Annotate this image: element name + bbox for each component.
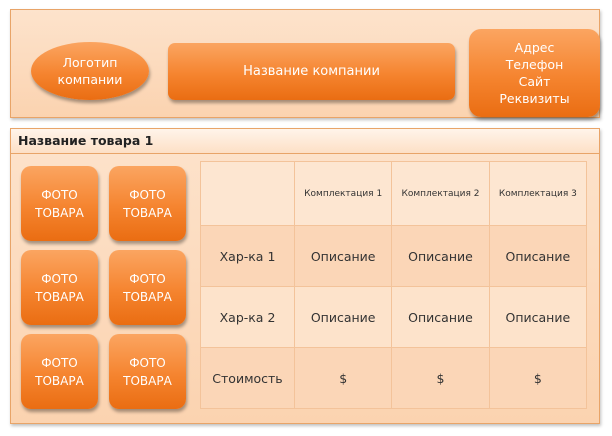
table-header-cell: Комплектация 2 [392,162,489,226]
photo-label: ФОТО [129,187,166,202]
photo-label: ТОВАРА [35,289,84,304]
logo-line: Логотип [62,55,118,70]
photo-label: ТОВАРА [123,373,172,388]
table-header-row [201,162,587,226]
table-header-cell: Комплектация 3 [489,162,586,226]
company-name-banner[interactable] [168,43,455,100]
table-cell: $ [392,348,489,409]
photo-label: ФОТО [41,271,78,286]
table-cell: Описание [392,287,489,348]
table-row [201,287,587,348]
company-name-text: Название компании [243,64,380,79]
photo-label: ТОВАРА [123,289,172,304]
table-cell: Описание [489,226,586,287]
contact-requisites: Реквизиты [499,91,570,106]
table-cell: Описание [295,287,392,348]
logo-line: компании [57,72,123,87]
table-header-cell [201,162,295,226]
table-cell: $ [295,348,392,409]
table-header-cell: Комплектация 1 [295,162,392,226]
table-cell: Описание [392,226,489,287]
product-photo[interactable] [21,166,98,241]
product-photo[interactable] [21,250,98,325]
product-title-bar [11,129,599,154]
photo-label: ТОВАРА [123,205,172,220]
photo-label: ТОВАРА [35,205,84,220]
contact-phone: Телефон [505,57,564,72]
contacts-block[interactable] [469,29,600,117]
spec-table [200,161,587,409]
product-photo[interactable] [109,166,186,241]
photo-label: ФОТО [41,187,78,202]
contact-website: Сайт [518,74,551,89]
table-row [201,226,587,287]
table-cell: $ [489,348,586,409]
company-logo[interactable] [31,42,149,100]
row-label: Хар-ка 1 [201,226,295,287]
row-label: Хар-ка 2 [201,287,295,348]
table-cell: Описание [489,287,586,348]
photo-label: ФОТО [41,355,78,370]
photo-label: ФОТО [129,355,166,370]
table-row [201,348,587,409]
product-photo[interactable] [109,250,186,325]
contact-address: Адрес [514,40,555,55]
product-photo[interactable] [21,334,98,409]
photo-label: ФОТО [129,271,166,286]
company-header-panel [10,9,600,118]
row-label: Стоимость [201,348,295,409]
product-photo[interactable] [109,334,186,409]
product-title: Название товара 1 [18,133,154,148]
table-cell: Описание [295,226,392,287]
photo-label: ТОВАРА [35,373,84,388]
